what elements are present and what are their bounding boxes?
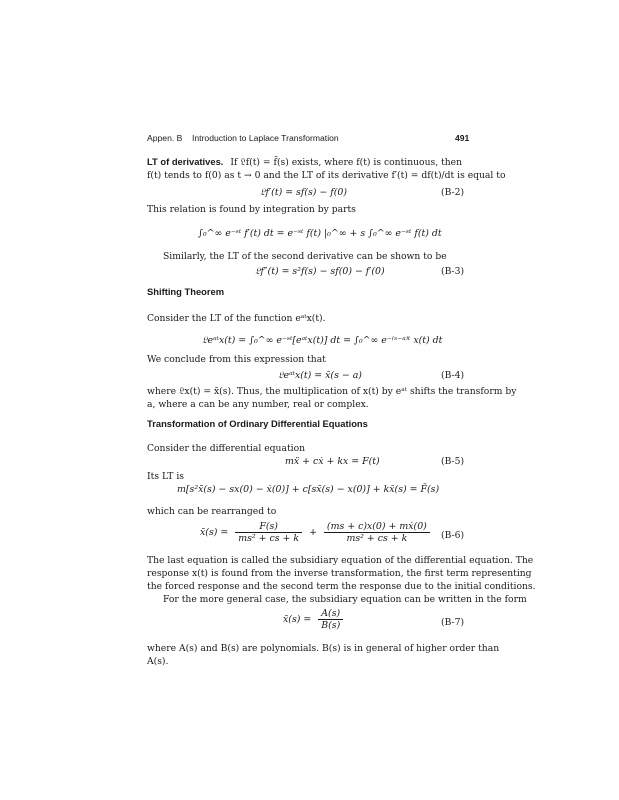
equation-number-b2: (B-2) — [441, 187, 465, 198]
equation-integration-by-parts: ∫₀^∞ e⁻ˢᵗ f′(t) dt = e⁻ˢᵗ f(t) |₀^∞ + s ∫₀^∞ e⁻ˢᵗ f(t) dt — [198, 228, 442, 239]
equation-number-b5: (B-5) — [441, 456, 465, 467]
shifting-where-line1: where 𝔏x(t) = x̄(s). Thus, the multiplication of x(t) by eᵃᵗ shifts the transform by — [147, 386, 517, 397]
equation-number-b4: (B-4) — [441, 370, 465, 381]
equation-b7-numerator: A(s) — [318, 608, 343, 620]
integration-by-parts-text: This relation is found by integration by parts — [147, 204, 356, 215]
equation-shifting: 𝔏eᵃᵗx(t) = ∫₀^∞ e⁻ˢᵗ[eᵃᵗx(t)] dt = ∫₀^∞ e⁻⁽ˢ⁻ᵃ⁾ᵗ x(t) dt — [202, 335, 443, 346]
polynomials-line2: A(s). — [147, 656, 169, 667]
shifting-consider-text: Consider the LT of the function eᵃᵗx(t). — [147, 313, 326, 324]
equation-b2: 𝔏f′(t) = sf(s) − f(0) — [260, 187, 348, 198]
equation-b7-lhs: x̄(s) = — [283, 614, 312, 625]
ode-consider-text: Consider the differential equation — [147, 443, 306, 454]
equation-b6-plus: + — [309, 527, 317, 538]
lt-derivatives-intro — [147, 155, 475, 170]
subsidiary-line2: response x(t) is found from the inverse transformation, the first term representing — [147, 568, 532, 579]
equation-number-b7: (B-7) — [441, 617, 465, 628]
shifting-conclude-text: We conclude from this expression that — [147, 354, 326, 365]
shifting-where-line2: a, where a can be any number, real or complex. — [147, 399, 369, 410]
header-chapter-title: Introduction to Laplace Transformation — [192, 133, 339, 143]
section-title-shifting-theorem: Shifting Theorem — [147, 286, 225, 297]
equation-b3: 𝔏f″(t) = s²f(s) − sf(0) − f′(0) — [255, 266, 385, 277]
section-title-ode-transformation: Transformation of Ordinary Differential Equations — [147, 418, 368, 429]
ode-rearranged-text: which can be rearranged to — [147, 506, 277, 517]
ode-its-lt-text: Its LT is — [147, 471, 185, 482]
section-title-lt-derivatives: LT of derivatives. — [147, 156, 224, 167]
subsidiary-line3: the forced response and the second term the response due to the initial conditions. — [147, 581, 536, 592]
equation-number-b3: (B-3) — [441, 266, 465, 277]
equation-b6 — [200, 521, 430, 544]
equation-b7 — [283, 608, 343, 631]
lt-derivatives-line1: If 𝔏f(t) = f̄(s) exists, where f(t) is continuous, then — [230, 157, 463, 168]
equation-number-b6: (B-6) — [441, 530, 465, 541]
equation-b6-frac2-numerator: (ms + c)x(0) + mẋ(0) — [324, 521, 430, 533]
equation-b6-frac1-denominator: ms² + cs + k — [238, 533, 300, 544]
equation-b7-fraction — [318, 608, 343, 631]
equation-b6-lhs: x̄(s) = — [200, 527, 229, 538]
equation-b6-frac2-denominator: ms² + cs + k — [346, 533, 408, 544]
equation-b6-frac1-numerator: F(s) — [235, 521, 302, 533]
equation-b6-fraction-initial — [324, 521, 430, 544]
lt-derivatives-line2: f(t) tends to f(0) as t → 0 and the LT of its derivative f′(t) = df(t)/dt is equal to — [147, 170, 506, 181]
header-page-number: 491 — [455, 133, 470, 143]
equation-ode-laplace: m[s²x̄(s) − sx(0) − ẋ(0)] + c[sx̄(s) − x(0)] + kx̄(s) = F̄(s) — [177, 484, 440, 495]
equation-b4: 𝔏eᵃᵗx(t) = x̄(s − a) — [278, 370, 362, 381]
header-appendix-label: Appen. B — [147, 133, 183, 143]
second-derivative-text: Similarly, the LT of the second derivative can be shown to be — [163, 251, 447, 262]
equation-b7-denominator: B(s) — [321, 620, 341, 631]
equation-b5: mẍ + cẋ + kx = F(t) — [285, 456, 380, 467]
subsidiary-line4: For the more general case, the subsidiary equation can be written in the form — [163, 594, 527, 605]
polynomials-line1: where A(s) and B(s) are polynomials. B(s) is in general of higher order than — [147, 643, 500, 654]
subsidiary-line1: The last equation is called the subsidiary equation of the differential equation. The — [147, 555, 534, 566]
equation-b6-fraction-forcing — [235, 521, 302, 544]
